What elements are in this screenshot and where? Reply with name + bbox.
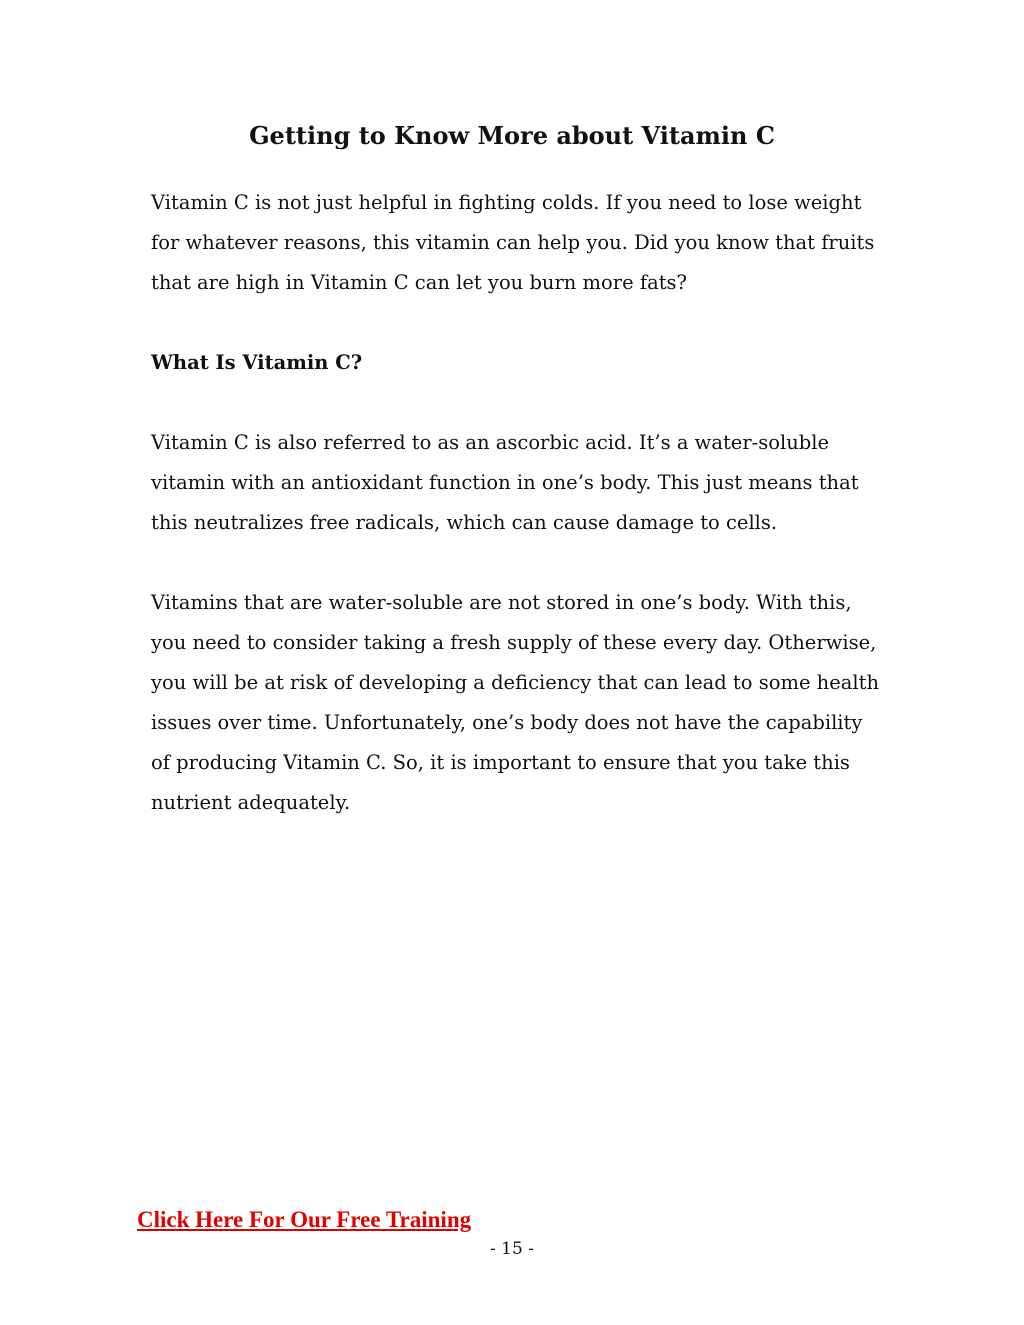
page-title: Getting to Know More about Vitamin C (249, 121, 775, 150)
document-body (151, 183, 881, 863)
body-paragraph-2: Vitamin C is also referred to as an ascorbic acid. It’s a water-soluble vitamin with an antioxidant function in one’s body. This just means that this neutralizes free radicals, which can cause damage to cells. (151, 431, 859, 534)
body-paragraph-3: Vitamins that are water-soluble are not stored in one’s body. With this, you need to consider taking a fresh supply of these every day. Otherwise, you will be at risk of developing a deficiency that can lead to some health issues over time. Unfortunately, one’s body does not have the capability of producing Vitamin C. So, it is important to ensure that you take this nutrient adequately. (151, 591, 880, 814)
free-training-link[interactable]: Click Here For Our Free Training (137, 1207, 472, 1232)
section-heading: What Is Vitamin C? (151, 351, 363, 374)
intro-paragraph: Vitamin C is not just helpful in fighting colds. If you need to lose weight for whatever reasons, this vitamin can help you. Did you know that fruits that are high in Vitamin C can let you burn more fats? (151, 191, 875, 294)
page-number: - 15 - (490, 1239, 534, 1259)
